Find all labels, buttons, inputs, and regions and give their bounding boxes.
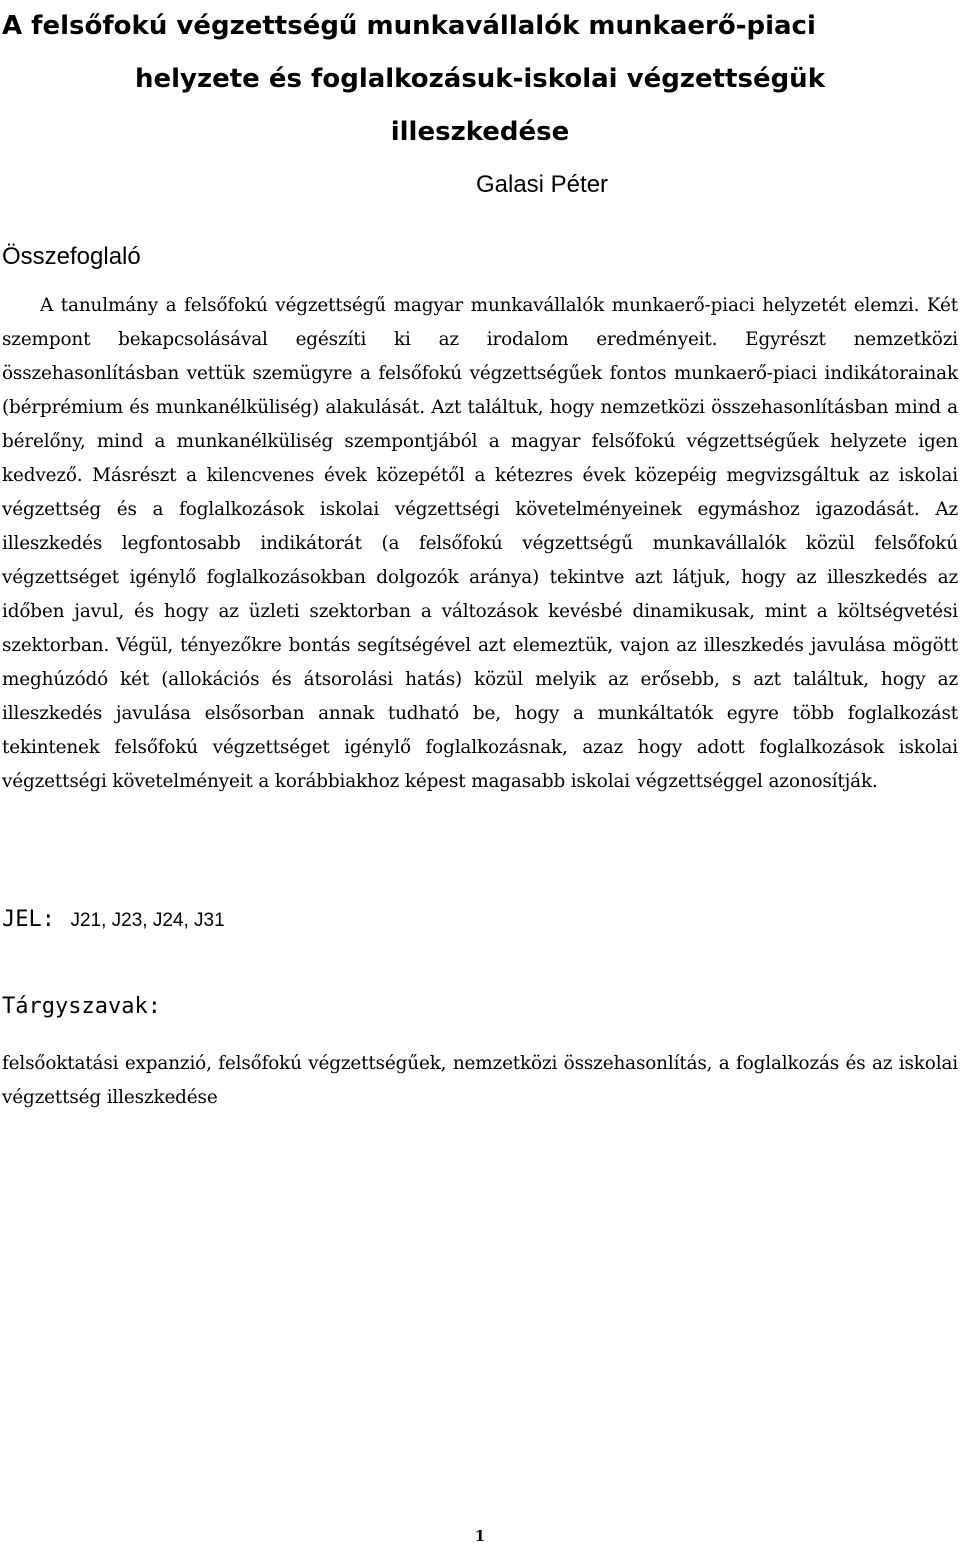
- abstract-text: A tanulmány a felsőfokú végzettségű magyar munkavállalók munkaerő-piaci helyzetét elemzi. Két szempont bekapcsolásával egészíti ki az irodalom eredményeit. Egyrészt nemzetközi összehasonlításban vettük szemügyre a felsőfokú végzettségűek fontos munkaerő-piaci indikátorainak (bérprémium és munkanélküliség) alakulását. Azt találtuk, hogy nemzetközi összehasonlításban mind a bérelőny, mind a munkanélküliség szempontjából a magyar felsőfokú végzettségűek helyzete igen kedvező. Másrészt a kilencvenes évek közepétől a kétezres évek közepéig megvizsgáltuk az iskolai végzettség és a foglalkozások iskolai végzettségi követelményeinek egymáshoz igazodását. Az illeszkedés legfontosabb indikátorát (a felsőfokú végzettségű munkavállalók közül felsőfokú végzettséget igénylő foglalkozásokban dolgozók aránya) tekintve azt látjuk, hogy az illeszkedés az időben javul, és hogy az üzleti szektorban a változások kevésbé dinamikusak, mint a költségvetési szektorban. Végül, tényezőkre bontás segítségével azt elemeztük, vajon az illeszkedés javulása mögött meghúzódó két (allokációs és átsorolási hatás) közül melyik az erősebb, s azt találtuk, hogy az illeszkedés javulása elsősorban annak tudható be, hogy a munkáltatók egyre több foglalkozást tekintenek felsőfokú végzettséget igénylő foglalkozásnak, azaz hogy adott foglalkozások iskolai végzettségi követelményeit a korábbiakhoz képest magasabb iskolai végzettséggel azonosítják.: [2, 295, 958, 792]
- abstract-heading: Összefoglaló: [2, 243, 141, 270]
- jel-label: JEL:: [2, 907, 55, 932]
- keywords-text: felsőoktatási expanzió, felsőfokú végzettségűek, nemzetközi összehasonlítás, a foglalkozás és az iskolai végzettség illeszkedése: [2, 1053, 958, 1108]
- author-name-text: Galasi Péter: [475, 171, 609, 198]
- jel-codes-line: [2, 902, 225, 938]
- title-line-3: illeszkedése: [390, 117, 570, 147]
- author-name: [0, 168, 960, 202]
- keywords-heading: Tárgyszavak:: [2, 994, 161, 1019]
- title-line-2: helyzete és foglalkozásuk-iskolai végzettségük: [134, 64, 825, 94]
- jel-codes: J21, J23, J24, J31: [70, 910, 225, 931]
- title-line-1: A felsőfokú végzettségű munkavállalók munkaerő-piaci: [2, 11, 816, 41]
- paper-title: [0, 0, 960, 159]
- page-number: 1: [474, 1527, 486, 1545]
